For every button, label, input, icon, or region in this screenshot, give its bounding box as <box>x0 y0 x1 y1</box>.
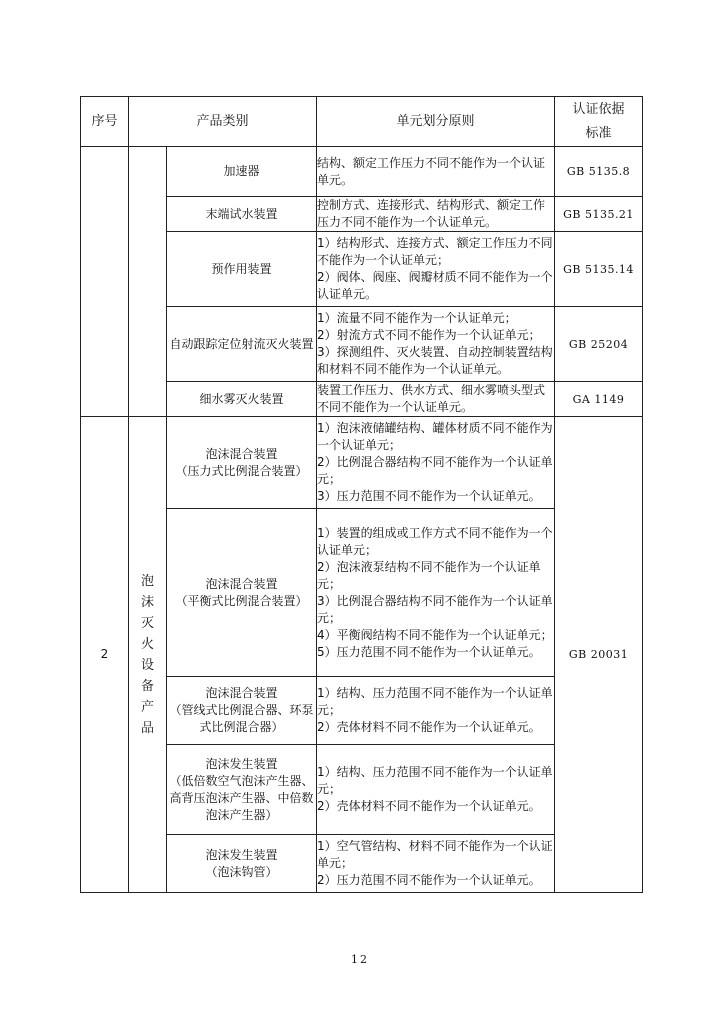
rule-text: 2）阀体、阀座、阀瓣材质不同不能作为一个认证单元。 <box>317 270 553 301</box>
rule-text: 3）探测组件、灭火装置、自动控制装置结构和材料不同不能作为一个认证单元。 <box>317 345 553 376</box>
category-group-cell <box>129 417 167 893</box>
rule-text: 3）比例混合器结构不同不能作为一个认证单元； <box>317 593 553 625</box>
standard-cell: GB 5135.21 <box>555 197 643 232</box>
standard-cell: GA 1149 <box>555 382 643 417</box>
standard-cell: GB 5135.14 <box>555 232 643 307</box>
product-cell <box>167 417 317 509</box>
standard-cell: GB 25204 <box>555 307 643 382</box>
rule-cell <box>317 677 555 745</box>
product-cell <box>167 677 317 745</box>
table-header-row <box>81 97 643 147</box>
product-name: （管线式比例混合器、环泵式比例混合器） <box>169 703 314 734</box>
rule-cell <box>317 509 555 677</box>
rule-text: 2）泡沫液泵结构不同不能作为一个认证单元； <box>317 559 541 591</box>
product-name: （低倍数空气泡沫产生器、高背压泡沫产生器、中倍数泡沫产生器） <box>169 773 314 822</box>
rule-cell <box>317 232 555 307</box>
product-name: 细水雾灭火装置 <box>199 391 284 406</box>
rule-cell <box>317 307 555 382</box>
product-cell <box>167 147 317 197</box>
product-name: 加速器 <box>223 164 260 178</box>
rule-text: 2）比例混合器结构不同不能作为一个认证单元； <box>317 455 553 486</box>
table-row <box>81 417 643 509</box>
product-cell <box>167 232 317 307</box>
rule-cell <box>317 147 555 197</box>
standard-cell: GB 20031 <box>555 417 643 893</box>
product-name: （泡沫钩管） <box>205 864 278 879</box>
rule-cell <box>317 417 555 509</box>
rule-text: 1）结构形式、连接方式、额定工作压力不同不能作为一个认证单元； <box>317 236 553 267</box>
product-cell <box>167 197 317 232</box>
product-cell <box>167 745 317 835</box>
category-group-cell <box>129 147 167 417</box>
header-category: 产品类别 <box>129 97 317 147</box>
rule-text: 1）结构、压力范围不同不能作为一个认证单元； <box>317 686 553 717</box>
rule-text: 1）结构、压力范围不同不能作为一个认证单元； <box>317 765 553 796</box>
product-name: 泡沫混合装置 <box>205 446 278 461</box>
product-name: （压力式比例混合装置） <box>175 463 308 478</box>
section-2-body <box>81 417 643 893</box>
section-1-body <box>81 147 643 417</box>
rule-cell <box>317 745 555 835</box>
product-name: 泡沫发生装置 <box>205 756 278 771</box>
page-number: 12 <box>351 953 369 966</box>
header-seq: 序号 <box>81 97 129 147</box>
product-name: 泡沫混合装置 <box>205 686 278 700</box>
rule-text: 3）压力范围不同不能作为一个认证单元。 <box>317 489 541 503</box>
header-basis-text: 认证依据标准 <box>572 101 625 141</box>
rule-text: 结构、额定工作压力不同不能作为一个认证单元。 <box>317 155 546 187</box>
rule-text: 装置工作压力、供水方式、细水雾喷头型式不同不能作为一个认证单元。 <box>317 383 546 414</box>
rule-cell <box>317 197 555 232</box>
category-group-label: 泡沫灭火设备产品 <box>140 573 154 736</box>
product-name: 泡沫发生装置 <box>205 847 278 862</box>
rule-text: 1）装置的组成或工作方式不同不能作为一个认证单元； <box>317 525 553 557</box>
standard-cell: GB 5135.8 <box>555 147 643 197</box>
header-basis <box>555 97 643 147</box>
rule-text: 控制方式、连接形式、结构形式、额定工作压力不同不能作为一个认证单元。 <box>317 198 546 229</box>
table-row <box>81 147 643 197</box>
product-cell <box>167 307 317 382</box>
rule-text: 1）泡沫液储罐结构、罐体材质不同不能作为一个认证单元； <box>317 421 553 452</box>
certification-unit-table <box>80 96 643 893</box>
product-name: 末端试水装置 <box>205 206 278 221</box>
rule-cell <box>317 382 555 417</box>
seq-cell <box>81 147 129 417</box>
seq-cell: 2 <box>81 417 129 893</box>
rule-text: 2）壳体材料不同不能作为一个认证单元。 <box>317 799 541 813</box>
product-name: 自动跟踪定位射流灭火装置 <box>169 336 314 351</box>
product-cell <box>167 835 317 893</box>
product-name: （平衡式比例混合装置） <box>175 593 308 608</box>
rule-text: 5）压力范围不同不能作为一个认证单元。 <box>317 644 541 659</box>
rule-text: 2）压力范围不同不能作为一个认证单元。 <box>317 873 541 887</box>
rule-text: 2）壳体材料不同不能作为一个认证单元。 <box>317 720 541 734</box>
product-cell <box>167 509 317 677</box>
product-cell <box>167 382 317 417</box>
product-name: 预作用装置 <box>211 261 272 276</box>
rule-text: 2）射流方式不同不能作为一个认证单元； <box>317 328 541 342</box>
product-name: 泡沫混合装置 <box>205 576 278 591</box>
rule-cell <box>317 835 555 893</box>
header-rule: 单元划分原则 <box>317 97 555 147</box>
rule-text: 4）平衡阀结构不同不能作为一个认证单元； <box>317 627 553 642</box>
rule-text: 1）空气管结构、材料不同不能作为一个认证单元； <box>317 839 553 870</box>
rule-text: 1）流量不同不能作为一个认证单元； <box>317 311 517 325</box>
